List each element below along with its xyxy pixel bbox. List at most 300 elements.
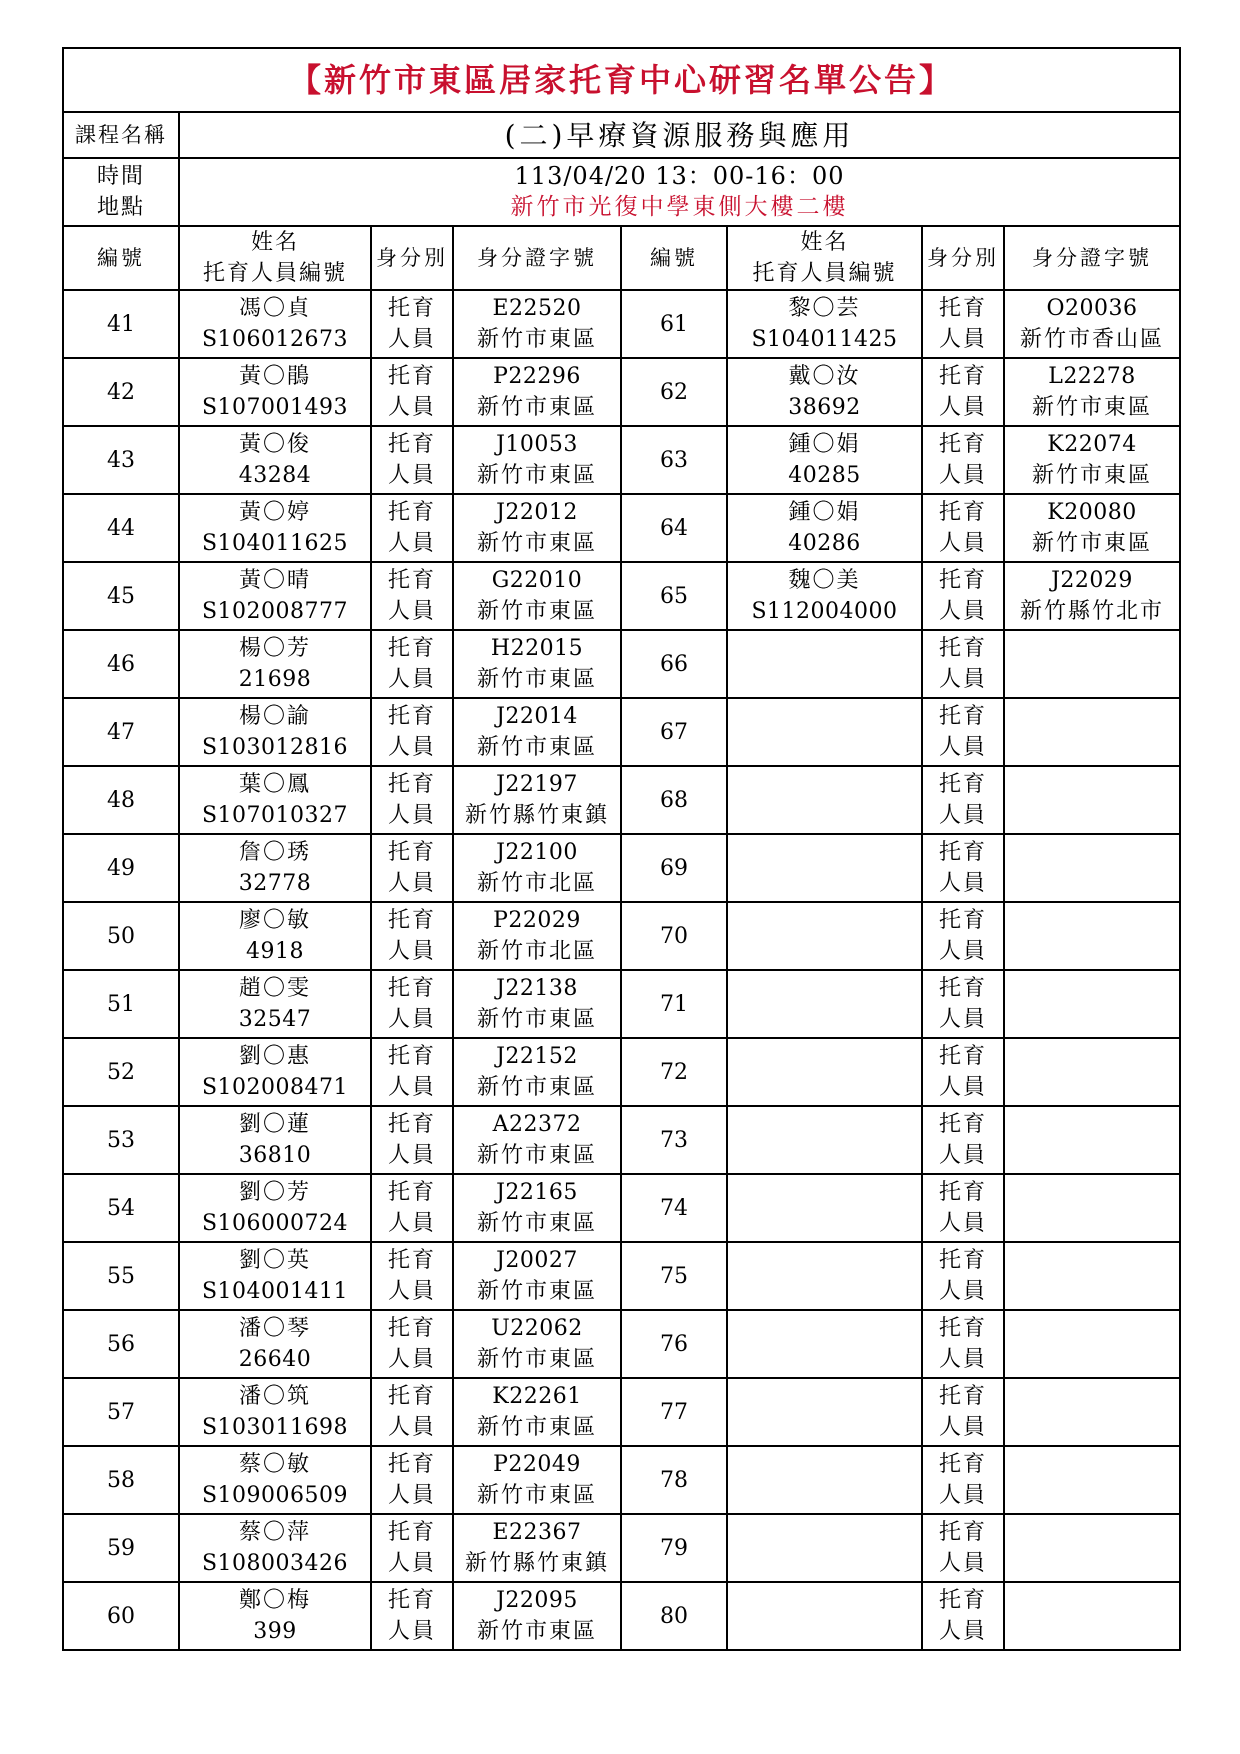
entry-identity-cell (371, 698, 453, 766)
entry-area: 新竹市東區 (476, 1211, 597, 1236)
entry-identity-line2: 人員 (387, 735, 436, 760)
entry-name: 劉〇惠 (238, 1044, 311, 1069)
entry-identity-line2: 人員 (938, 463, 987, 488)
entry-name-cell (727, 290, 922, 358)
entry-name-cell (179, 698, 371, 766)
table-row (63, 1310, 1180, 1378)
entry-identity-cell (922, 1582, 1004, 1650)
entry-name: 黃〇俊 (238, 432, 311, 457)
entry-staff-id: 40286 (788, 531, 861, 556)
entry-name: 蔡〇敏 (238, 1452, 311, 1477)
entry-id-cell (453, 358, 621, 426)
entry-number: 67 (621, 698, 727, 766)
entry-staff-id: 43284 (238, 463, 312, 488)
time-label: 時間 (96, 164, 145, 189)
entry-name-cell (179, 834, 371, 902)
entry-area: 新竹市東區 (1032, 463, 1153, 488)
entry-number: 58 (63, 1446, 179, 1514)
entry-identity-cell (922, 766, 1004, 834)
table-row (63, 970, 1180, 1038)
entry-name-cell (727, 1310, 922, 1378)
entry-name: 劉〇蓮 (238, 1112, 311, 1137)
entry-identity-cell (371, 290, 453, 358)
entry-id-cell (453, 562, 621, 630)
entry-id-cell (1004, 766, 1180, 834)
entry-number: 57 (63, 1378, 179, 1446)
entry-name-cell (179, 358, 371, 426)
entry-staff-id: 26640 (238, 1347, 312, 1372)
entry-name-cell (727, 562, 922, 630)
entry-identity-line2: 人員 (387, 1279, 436, 1304)
entry-identity-cell (371, 426, 453, 494)
entry-number: 72 (621, 1038, 727, 1106)
entry-number: 45 (63, 562, 179, 630)
entry-name: 馮〇貞 (238, 296, 311, 321)
entry-identity-line2: 人員 (387, 1075, 436, 1100)
entry-identity-line1: 托育 (387, 1588, 436, 1613)
entry-area: 新竹市北區 (476, 939, 597, 964)
entry-identity-line2: 人員 (387, 599, 436, 624)
entry-id-number: E22520 (492, 296, 582, 321)
entry-id-number: J22152 (496, 1044, 578, 1069)
entry-id-cell (1004, 358, 1180, 426)
entry-name: 劉〇英 (238, 1248, 311, 1273)
entry-identity-line1: 托育 (938, 500, 987, 525)
entry-name: 劉〇芳 (238, 1180, 311, 1205)
entry-staff-id: 4918 (246, 939, 304, 964)
entry-identity-line2: 人員 (387, 1551, 436, 1576)
entry-area: 新竹市北區 (476, 871, 597, 896)
entry-identity-cell (922, 1378, 1004, 1446)
entry-identity-cell (371, 1174, 453, 1242)
entry-area: 新竹縣竹東鎮 (464, 803, 609, 828)
entry-identity-line2: 人員 (938, 1415, 987, 1440)
entry-staff-id: S106000724 (201, 1211, 349, 1236)
entry-identity-cell (922, 494, 1004, 562)
entry-number: 70 (621, 902, 727, 970)
entry-id-number: J22029 (1051, 568, 1133, 593)
entry-identity-line2: 人員 (938, 1143, 987, 1168)
entry-area: 新竹市東區 (476, 599, 597, 624)
entry-name-cell (727, 494, 922, 562)
entry-name-cell (179, 1310, 371, 1378)
entry-identity-line1: 托育 (938, 1588, 987, 1613)
entry-identity-line1: 托育 (938, 1520, 987, 1545)
entry-id-number: E22367 (492, 1520, 582, 1545)
entry-identity-line2: 人員 (938, 1279, 987, 1304)
entry-identity-cell (922, 970, 1004, 1038)
entry-identity-line2: 人員 (938, 803, 987, 828)
entry-number: 77 (621, 1378, 727, 1446)
entry-name: 魏〇美 (788, 568, 861, 593)
entry-id-cell (453, 1174, 621, 1242)
entry-name-cell (727, 1446, 922, 1514)
entry-name: 鍾〇娟 (788, 500, 861, 525)
entry-identity-line1: 托育 (387, 364, 436, 389)
entry-name: 楊〇芳 (238, 636, 311, 661)
entry-name: 戴〇汝 (788, 364, 861, 389)
header-name-staff-right (727, 226, 922, 290)
entry-identity-cell (922, 1242, 1004, 1310)
entry-name-cell (727, 426, 922, 494)
entry-id-number: O20036 (1046, 296, 1138, 321)
entry-area: 新竹市東區 (476, 735, 597, 760)
entry-area: 新竹市東區 (476, 395, 597, 420)
entry-id-number: K22261 (492, 1384, 582, 1409)
entry-identity-line1: 托育 (387, 908, 436, 933)
entry-area: 新竹市東區 (1032, 531, 1153, 556)
entry-number: 73 (621, 1106, 727, 1174)
entry-identity-line2: 人員 (938, 871, 987, 896)
entry-identity-line2: 人員 (387, 1483, 436, 1508)
entry-staff-id: S104011425 (751, 327, 898, 352)
entry-staff-id: S102008471 (201, 1075, 349, 1100)
entry-identity-line2: 人員 (938, 1211, 987, 1236)
entry-name-cell (179, 1174, 371, 1242)
table-row (63, 1106, 1180, 1174)
entry-identity-line2: 人員 (938, 1483, 987, 1508)
entry-id-cell (1004, 290, 1180, 358)
table-row (63, 834, 1180, 902)
entry-area: 新竹市香山區 (1020, 327, 1165, 352)
entry-identity-line1: 托育 (387, 704, 436, 729)
entry-area: 新竹市東區 (476, 1143, 597, 1168)
entry-area: 新竹市東區 (476, 327, 597, 352)
entry-identity-cell (922, 1106, 1004, 1174)
entry-identity-cell (371, 1582, 453, 1650)
entry-identity-cell (922, 1514, 1004, 1582)
entry-identity-cell (371, 1378, 453, 1446)
entry-id-number: L22278 (1048, 364, 1136, 389)
entry-id-cell (1004, 426, 1180, 494)
entry-id-number: A22372 (492, 1112, 582, 1137)
entry-id-cell (453, 426, 621, 494)
entry-area: 新竹市東區 (476, 1075, 597, 1100)
entry-area: 新竹縣竹北市 (1020, 599, 1165, 624)
entry-identity-cell (922, 698, 1004, 766)
entry-id-number: P22049 (493, 1452, 581, 1477)
entry-identity-line1: 托育 (387, 432, 436, 457)
entry-staff-id: S103012816 (201, 735, 349, 760)
entry-staff-id: S108003426 (201, 1551, 349, 1576)
header-staff-id: 托育人員編號 (202, 261, 347, 286)
table-row (63, 1038, 1180, 1106)
entry-id-number: K20080 (1047, 500, 1137, 525)
header-number: 編號 (63, 226, 179, 290)
header-name: 姓名 (250, 230, 299, 255)
entry-name-cell (179, 1446, 371, 1514)
entry-name-cell (179, 1514, 371, 1582)
header-name-right: 姓名 (800, 230, 849, 255)
entry-identity-line2: 人員 (387, 1211, 436, 1236)
entry-staff-id: 32547 (238, 1007, 312, 1032)
entry-id-number: U22062 (491, 1316, 583, 1341)
entry-name-cell (727, 1242, 922, 1310)
entry-staff-id: S104001411 (201, 1279, 349, 1304)
entry-number: 50 (63, 902, 179, 970)
entry-number: 78 (621, 1446, 727, 1514)
entry-name-cell (727, 1378, 922, 1446)
entry-number: 41 (63, 290, 179, 358)
entry-id-cell (453, 766, 621, 834)
entry-name-cell (727, 1106, 922, 1174)
entry-identity-line1: 托育 (387, 772, 436, 797)
session-time: 113/04/20 13：00-16：00 (514, 162, 845, 190)
entry-identity-cell (922, 426, 1004, 494)
entry-identity-line1: 托育 (387, 1520, 436, 1545)
entry-area: 新竹市東區 (476, 463, 597, 488)
entry-number: 69 (621, 834, 727, 902)
entry-id-cell (1004, 630, 1180, 698)
entry-identity-line1: 托育 (387, 636, 436, 661)
entry-number: 76 (621, 1310, 727, 1378)
entry-number: 52 (63, 1038, 179, 1106)
entry-number: 54 (63, 1174, 179, 1242)
entry-identity-cell (371, 766, 453, 834)
entry-identity-cell (371, 902, 453, 970)
entry-name-cell (179, 1378, 371, 1446)
entry-name: 鄭〇梅 (238, 1588, 311, 1613)
entry-identity-line2: 人員 (387, 531, 436, 556)
entry-staff-id: S112004000 (751, 599, 898, 624)
entry-id-cell (1004, 834, 1180, 902)
entry-number: 65 (621, 562, 727, 630)
entry-area: 新竹市東區 (476, 667, 597, 692)
table-row (63, 358, 1180, 426)
entry-staff-id: S103011698 (201, 1415, 349, 1440)
header-id-number: 身分證字號 (453, 226, 621, 290)
entry-area: 新竹市東區 (476, 1347, 597, 1372)
entry-identity-line1: 托育 (387, 568, 436, 593)
entry-staff-id: 38692 (788, 395, 861, 420)
header-identity-right: 身分別 (922, 226, 1004, 290)
entry-number: 44 (63, 494, 179, 562)
entry-id-cell (1004, 970, 1180, 1038)
entry-identity-line2: 人員 (387, 1143, 436, 1168)
entry-name: 潘〇琴 (238, 1316, 311, 1341)
table-row (63, 1174, 1180, 1242)
entry-identity-line2: 人員 (938, 1551, 987, 1576)
entry-id-cell (1004, 698, 1180, 766)
table-row (63, 562, 1180, 630)
entry-identity-line2: 人員 (938, 735, 987, 760)
entry-id-number: J22197 (496, 772, 578, 797)
entry-id-number: J10053 (496, 432, 578, 457)
entry-name-cell (727, 834, 922, 902)
table-row (63, 494, 1180, 562)
entry-staff-id: S106012673 (201, 327, 349, 352)
entry-identity-cell (922, 1310, 1004, 1378)
entry-identity-line2: 人員 (938, 939, 987, 964)
entry-identity-line1: 托育 (938, 568, 987, 593)
entry-id-cell (453, 970, 621, 1038)
table-row (63, 630, 1180, 698)
entry-id-number: G22010 (491, 568, 583, 593)
entry-staff-id: S109006509 (201, 1483, 349, 1508)
entry-identity-cell (922, 902, 1004, 970)
entry-identity-line1: 托育 (938, 1384, 987, 1409)
entry-identity-cell (922, 834, 1004, 902)
entry-number: 53 (63, 1106, 179, 1174)
entry-number: 68 (621, 766, 727, 834)
entry-name-cell (727, 970, 922, 1038)
entry-name: 潘〇筑 (238, 1384, 311, 1409)
entry-id-number: J22095 (496, 1588, 578, 1613)
entry-number: 63 (621, 426, 727, 494)
table-row (63, 902, 1180, 970)
entry-name-cell (179, 1242, 371, 1310)
column-header-row (63, 226, 1180, 290)
entry-id-number: P22296 (493, 364, 581, 389)
entry-id-cell (1004, 1514, 1180, 1582)
entry-id-cell (453, 1242, 621, 1310)
entry-name-cell (727, 1582, 922, 1650)
entry-name-cell (179, 1038, 371, 1106)
entry-name: 楊〇諭 (238, 704, 311, 729)
entry-id-cell (453, 1514, 621, 1582)
entry-number: 43 (63, 426, 179, 494)
entry-number: 61 (621, 290, 727, 358)
session-place: 新竹市光復中學東側大樓二樓 (510, 194, 849, 220)
entry-identity-cell (371, 1242, 453, 1310)
entry-identity-line1: 托育 (387, 976, 436, 1001)
entry-id-number: H22015 (490, 636, 584, 661)
entry-number: 56 (63, 1310, 179, 1378)
entry-id-cell (1004, 1582, 1180, 1650)
entry-identity-line1: 托育 (938, 1452, 987, 1477)
entry-id-number: J22138 (496, 976, 578, 1001)
entry-identity-line1: 托育 (387, 1316, 436, 1341)
entry-identity-line2: 人員 (938, 395, 987, 420)
entry-number: 62 (621, 358, 727, 426)
entry-id-cell (453, 1310, 621, 1378)
entry-staff-id: S107001493 (201, 395, 349, 420)
entry-id-cell (453, 494, 621, 562)
entry-name-cell (179, 562, 371, 630)
entry-identity-line2: 人員 (938, 1347, 987, 1372)
entry-id-cell (1004, 1446, 1180, 1514)
entry-area: 新竹市東區 (476, 1619, 597, 1644)
entry-name-cell (179, 1582, 371, 1650)
entry-identity-cell (371, 1106, 453, 1174)
entry-name: 黃〇晴 (238, 568, 311, 593)
entry-identity-cell (371, 970, 453, 1038)
entry-area: 新竹市東區 (476, 531, 597, 556)
table-row (63, 290, 1180, 358)
entry-identity-line2: 人員 (387, 463, 436, 488)
entry-identity-line2: 人員 (938, 667, 987, 692)
entry-id-cell (453, 630, 621, 698)
entry-identity-line1: 托育 (387, 1452, 436, 1477)
entry-name-cell (727, 766, 922, 834)
entry-identity-line2: 人員 (938, 1075, 987, 1100)
entry-name-cell (179, 290, 371, 358)
entry-id-number: K22074 (1047, 432, 1137, 457)
entry-identity-line1: 托育 (387, 296, 436, 321)
entry-number: 46 (63, 630, 179, 698)
entry-id-cell (453, 1378, 621, 1446)
entry-id-number: J22100 (496, 840, 578, 865)
entry-identity-line2: 人員 (938, 327, 987, 352)
table-row (63, 698, 1180, 766)
entry-identity-line2: 人員 (938, 1619, 987, 1644)
roster-table (62, 47, 1181, 1651)
entry-identity-cell (371, 562, 453, 630)
entry-name-cell (727, 1038, 922, 1106)
entry-identity-line1: 托育 (938, 364, 987, 389)
entry-identity-cell (922, 1174, 1004, 1242)
entry-identity-cell (371, 630, 453, 698)
entry-identity-line1: 托育 (938, 1112, 987, 1137)
entry-area: 新竹市東區 (476, 1007, 597, 1032)
entry-identity-line2: 人員 (387, 871, 436, 896)
entry-id-cell (1004, 1174, 1180, 1242)
entry-number: 74 (621, 1174, 727, 1242)
entry-id-cell (453, 1446, 621, 1514)
entry-identity-cell (922, 1038, 1004, 1106)
time-place-value (179, 158, 1180, 226)
entry-number: 49 (63, 834, 179, 902)
entry-staff-id: S107010327 (201, 803, 349, 828)
table-row (63, 1446, 1180, 1514)
header-id-number-right: 身分證字號 (1004, 226, 1180, 290)
entry-name-cell (179, 902, 371, 970)
entry-name: 黃〇婷 (238, 500, 311, 525)
entry-identity-cell (922, 290, 1004, 358)
entry-id-number: J22165 (496, 1180, 578, 1205)
entry-id-number: J22014 (496, 704, 578, 729)
entry-id-cell (453, 834, 621, 902)
entry-identity-line1: 托育 (938, 1180, 987, 1205)
header-name-staff (179, 226, 371, 290)
table-row (63, 766, 1180, 834)
entry-name-cell (179, 1106, 371, 1174)
entry-id-cell (1004, 1378, 1180, 1446)
entry-identity-line1: 托育 (938, 432, 987, 457)
entry-id-number: P22029 (493, 908, 581, 933)
entry-number: 47 (63, 698, 179, 766)
place-label: 地點 (96, 195, 145, 220)
entry-identity-line1: 托育 (387, 1112, 436, 1137)
entry-number: 42 (63, 358, 179, 426)
entry-number: 71 (621, 970, 727, 1038)
entry-id-cell (453, 902, 621, 970)
entry-id-number: J22012 (496, 500, 578, 525)
entry-number: 64 (621, 494, 727, 562)
entry-identity-line2: 人員 (387, 1619, 436, 1644)
course-label: 課程名稱 (63, 112, 179, 158)
entry-identity-line1: 托育 (938, 908, 987, 933)
entry-identity-line2: 人員 (387, 1347, 436, 1372)
entry-identity-line1: 托育 (387, 1180, 436, 1205)
entry-identity-cell (922, 562, 1004, 630)
entry-id-cell (1004, 1242, 1180, 1310)
entry-number: 60 (63, 1582, 179, 1650)
entry-identity-line2: 人員 (387, 939, 436, 964)
entry-number: 55 (63, 1242, 179, 1310)
entry-identity-cell (371, 1038, 453, 1106)
entry-identity-cell (371, 358, 453, 426)
entry-name-cell (727, 358, 922, 426)
table-row (63, 1514, 1180, 1582)
entry-identity-line1: 托育 (387, 1384, 436, 1409)
entry-identity-line1: 托育 (938, 1044, 987, 1069)
page-title: 【新竹市東區居家托育中心研習名單公告】 (63, 48, 1180, 112)
entry-area: 新竹市東區 (476, 1279, 597, 1304)
entry-identity-cell (371, 494, 453, 562)
entry-identity-line1: 托育 (938, 296, 987, 321)
entry-id-cell (1004, 494, 1180, 562)
